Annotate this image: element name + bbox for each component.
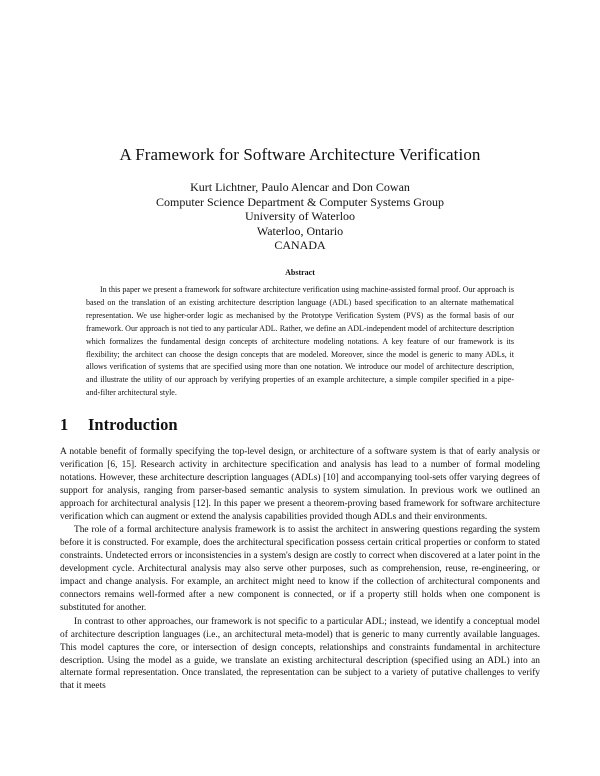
paragraph: A notable benefit of formally specifying the top-level design, or architecture of a software system is that of early analysis or verification [6, 15]. Research activity in architecture specification and analysis has lead to a number of formal modeling notations. However, these architecture description languages (ADLs) [10] and accompanying tool-sets offer varying degrees of support for analysis, ranging from parser-based semantic analysis to system simulation. In previous work we outlined an approach for architectural analysis [12]. In this paper we present a theorem-proving based framework for software architecture verification which can augment or extend the analysis capabilities provided though ADLs and their environments. xyxy=(60,447,540,522)
affiliation-university: University of Waterloo xyxy=(244,209,356,223)
paper-title: A Framework for Software Architecture Verification xyxy=(119,145,481,164)
affiliation-country: CANADA xyxy=(274,238,326,252)
section-heading xyxy=(60,415,178,435)
authors: Kurt Lichtner, Paulo Alencar and Don Cowan xyxy=(190,180,410,194)
section-title: Introduction xyxy=(88,415,178,434)
abstract-text: In this paper we present a framework for software architecture verification using machine-assisted formal proof. Our approach is based on the translation of an existing architecture description language (ADL) based specification to an alternate mathematical representation. We use higher-order logic as mechanised by the Prototype Verification System (PVS) as the formal basis of our framework. Our approach is not tied to any particular ADL. Rather, we define an ADL-independent model of architecture description which formalizes the fundamental design concepts of architecture modeling notations. A key feature of our framework is its flexibility; the architect can choose the design concepts that are modeled. Moreover, since the model is generic to many ADLs, it allows verification of systems that are specified using more than one notation. We introduce our model of architecture description, and illustrate the utility of our approach by verifying properties of an example architecture, a simple compiler specified in a pipe-and-filter architectural style. xyxy=(86,285,514,398)
abstract-heading: Abstract xyxy=(285,268,315,277)
section-number: 1 xyxy=(60,415,69,434)
abstract-body xyxy=(86,284,514,400)
author-block xyxy=(0,180,600,253)
affiliation-city: Waterloo, Ontario xyxy=(256,223,344,238)
paragraph: The role of a formal architecture analysis framework is to assist the architect in answering questions regarding the system before it is constructed. For example, does the architectural specification possess certain critical properties or conform to stated constraints. Undetected errors or inconsistencies in a system's design are costly to correct when discovered at a later point in the development cycle. Architectural analysis may also serve other purposes, such as comprehension, reuse, re-engineering, or impact and change analysis. For example, an architect might need to know if the collection of architectural components and connectors remains well-formed after a new component is connected, or if a property still holds when one component is substituted for another. xyxy=(60,525,540,613)
affiliation-group: Computer Science Department & Computer Systems Group xyxy=(156,194,444,209)
introduction-body xyxy=(60,446,540,694)
paragraph: In contrast to other approaches, our framework is not specific to a particular ADL; instead, we identify a conceptual model of architecture description languages (i.e., an architectural meta-model) that is generic to many currently available languages. This model captures the core, or intersection of design concepts, relationships and constraints fundamental in architecture description. Using the model as a guide, we translate an existing architectural description (specified using an ADL) into an alternate formal representation. Once translated, the representation can be subject to a variety of putative challenges to verify that it meets xyxy=(60,616,540,692)
